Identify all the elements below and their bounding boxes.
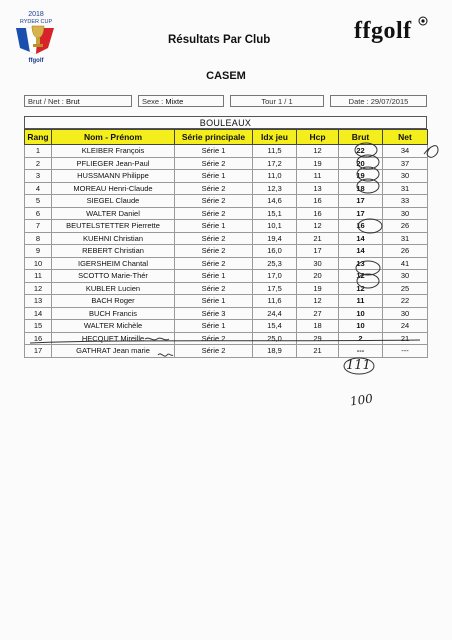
- cell-net: 24: [383, 320, 428, 333]
- cell-hcp: 16: [297, 207, 339, 220]
- cell-rang: 2: [25, 157, 52, 170]
- sexe-filter: [138, 95, 224, 107]
- cell-rang: 8: [25, 232, 52, 245]
- cell-brut: 11: [339, 295, 383, 308]
- cell-idx: 12,3: [253, 182, 297, 195]
- cell-nom: SIEGEL Claude: [52, 195, 175, 208]
- brut-net-filter: [24, 95, 132, 107]
- cell-hcp: 16: [297, 195, 339, 208]
- cell-rang: 14: [25, 307, 52, 320]
- table-row: [25, 182, 428, 195]
- cell-idx: 24,4: [253, 307, 297, 320]
- tour-field: Tour 1 / 1: [230, 95, 324, 107]
- cell-net: 41: [383, 257, 428, 270]
- table-row: [25, 195, 428, 208]
- cell-serie: Série 2: [175, 245, 253, 258]
- cell-serie: Série 1: [175, 220, 253, 233]
- table-body: [25, 145, 428, 358]
- table-row: [25, 157, 428, 170]
- col-header-brut: Brut: [339, 130, 383, 145]
- table-row: [25, 145, 428, 158]
- cell-serie: Série 2: [175, 232, 253, 245]
- handwritten-total: 111: [346, 358, 371, 373]
- cell-brut: 17: [339, 195, 383, 208]
- cell-rang: 13: [25, 295, 52, 308]
- handwritten-score: 100: [349, 391, 374, 409]
- cell-net: ---: [383, 345, 428, 358]
- table-row: [25, 170, 428, 183]
- cell-serie: Série 1: [175, 270, 253, 283]
- cell-nom: MOREAU Henri-Claude: [52, 182, 175, 195]
- cell-brut: 17: [339, 207, 383, 220]
- cell-hcp: 12: [297, 220, 339, 233]
- table-row: [25, 245, 428, 258]
- cell-nom: KUEHNI Christian: [52, 232, 175, 245]
- cell-net: 31: [383, 182, 428, 195]
- col-header-idx: Idx jeu: [253, 130, 297, 145]
- cell-serie: Série 1: [175, 320, 253, 333]
- cell-rang: 7: [25, 220, 52, 233]
- cell-idx: 25,0: [253, 332, 297, 345]
- cell-nom: KLEIBER François: [52, 145, 175, 158]
- cell-hcp: 13: [297, 182, 339, 195]
- cell-rang: 5: [25, 195, 52, 208]
- table-row: [25, 282, 428, 295]
- cell-serie: Série 2: [175, 257, 253, 270]
- cell-hcp: 18: [297, 320, 339, 333]
- cell-rang: 4: [25, 182, 52, 195]
- cell-idx: 17,2: [253, 157, 297, 170]
- cell-serie: Série 1: [175, 295, 253, 308]
- cell-idx: 10,1: [253, 220, 297, 233]
- cell-brut: 19: [339, 170, 383, 183]
- cell-brut: 14: [339, 232, 383, 245]
- cell-hcp: 11: [297, 170, 339, 183]
- table-row: [25, 332, 428, 345]
- cell-hcp: 29: [297, 332, 339, 345]
- cell-nom: PFLIEGER Jean-Paul: [52, 157, 175, 170]
- cell-hcp: 12: [297, 145, 339, 158]
- cell-serie: Série 2: [175, 195, 253, 208]
- cell-hcp: 17: [297, 245, 339, 258]
- cell-hcp: 20: [297, 270, 339, 283]
- cell-idx: 17,5: [253, 282, 297, 295]
- sexe-label: Sexe :: [142, 97, 164, 106]
- cell-rang: 16: [25, 332, 52, 345]
- cell-idx: 11,0: [253, 170, 297, 183]
- cell-net: 21: [383, 332, 428, 345]
- ryder-cup-logo: [8, 8, 64, 64]
- cell-idx: 25,3: [253, 257, 297, 270]
- cell-nom: KUBLER Lucien: [52, 282, 175, 295]
- cell-idx: 16,0: [253, 245, 297, 258]
- ffgolf-logo: ffgolf: [354, 18, 412, 44]
- cell-idx: 11,5: [253, 145, 297, 158]
- cell-net: 31: [383, 232, 428, 245]
- cell-idx: 15,1: [253, 207, 297, 220]
- sexe-value: Mixte: [165, 97, 184, 106]
- cell-rang: 6: [25, 207, 52, 220]
- brut-net-value: Brut: [65, 97, 80, 106]
- cell-idx: 18,9: [253, 345, 297, 358]
- cell-brut: 10: [339, 320, 383, 333]
- table-row: [25, 257, 428, 270]
- cell-hcp: 19: [297, 157, 339, 170]
- registered-mark-icon: [418, 16, 428, 26]
- cell-idx: 15,4: [253, 320, 297, 333]
- cell-net: 34: [383, 145, 428, 158]
- cell-brut: 12: [339, 270, 383, 283]
- cell-serie: Série 2: [175, 345, 253, 358]
- cell-serie: Série 3: [175, 307, 253, 320]
- cell-nom: REBERT Christian: [52, 245, 175, 258]
- cell-brut: 18: [339, 182, 383, 195]
- cell-net: 30: [383, 270, 428, 283]
- cell-nom: GATHRAT Jean marie: [52, 345, 175, 358]
- cell-nom: WALTER Daniel: [52, 207, 175, 220]
- brut-net-label: Brut / Net :: [28, 97, 64, 106]
- table-row: [25, 232, 428, 245]
- cell-net: 26: [383, 245, 428, 258]
- cell-serie: Série 1: [175, 145, 253, 158]
- logo-event: RYDER CUP: [19, 19, 53, 25]
- table-row: [25, 270, 428, 283]
- results-table: [24, 129, 428, 358]
- table-row: [25, 220, 428, 233]
- logo-year: 2018: [28, 11, 44, 18]
- cell-net: 30: [383, 207, 428, 220]
- cell-hcp: 12: [297, 295, 339, 308]
- cell-rang: 1: [25, 145, 52, 158]
- col-header-serie: Série principale: [175, 130, 253, 145]
- col-header-nom: Nom - Prénom: [52, 130, 175, 145]
- cell-net: 37: [383, 157, 428, 170]
- group-header: BOULEAUX: [24, 116, 427, 129]
- cell-idx: 17,0: [253, 270, 297, 283]
- table-row: [25, 207, 428, 220]
- col-header-hcp: Hcp: [297, 130, 339, 145]
- cell-brut: 10: [339, 307, 383, 320]
- cell-net: 33: [383, 195, 428, 208]
- cell-serie: Série 1: [175, 170, 253, 183]
- cell-brut: 20: [339, 157, 383, 170]
- page-title: Résultats Par Club: [168, 34, 271, 46]
- cell-brut: 14: [339, 245, 383, 258]
- cell-nom: IGERSHEIM Chantal: [52, 257, 175, 270]
- cell-nom: BEUTELSTETTER Pierrette: [52, 220, 175, 233]
- cell-rang: 15: [25, 320, 52, 333]
- cell-net: 26: [383, 220, 428, 233]
- cell-hcp: 30: [297, 257, 339, 270]
- cell-net: 22: [383, 295, 428, 308]
- cell-nom: WALTER Michèle: [52, 320, 175, 333]
- cell-net: 30: [383, 307, 428, 320]
- cell-rang: 10: [25, 257, 52, 270]
- cell-brut: 16: [339, 220, 383, 233]
- cell-nom: HUSSMANN Philippe: [52, 170, 175, 183]
- cell-hcp: 21: [297, 345, 339, 358]
- logo-brand: ffgolf: [28, 58, 44, 64]
- cell-serie: Série 2: [175, 282, 253, 295]
- cell-idx: 14,6: [253, 195, 297, 208]
- cell-brut: 13: [339, 257, 383, 270]
- table-row: [25, 345, 428, 358]
- cell-rang: 3: [25, 170, 52, 183]
- cell-net: 25: [383, 282, 428, 295]
- cell-rang: 11: [25, 270, 52, 283]
- cell-hcp: 27: [297, 307, 339, 320]
- table-row: [25, 320, 428, 333]
- cell-serie: Série 2: [175, 207, 253, 220]
- cell-idx: 19,4: [253, 232, 297, 245]
- cell-brut: 2: [339, 332, 383, 345]
- cell-serie: Série 2: [175, 157, 253, 170]
- date-field: Date : 29/07/2015: [330, 95, 427, 107]
- cell-net: 30: [383, 170, 428, 183]
- table-row: [25, 307, 428, 320]
- cell-nom: BUCH Francis: [52, 307, 175, 320]
- cell-hcp: 21: [297, 232, 339, 245]
- cell-brut: 22: [339, 145, 383, 158]
- table-row: [25, 295, 428, 308]
- cell-nom: SCOTTO Marie-Thér: [52, 270, 175, 283]
- cell-brut: ---: [339, 345, 383, 358]
- cell-nom: BACH Roger: [52, 295, 175, 308]
- cell-hcp: 19: [297, 282, 339, 295]
- col-header-net: Net: [383, 130, 428, 145]
- col-header-rang: Rang: [25, 130, 52, 145]
- cell-rang: 17: [25, 345, 52, 358]
- cell-idx: 11,6: [253, 295, 297, 308]
- cell-brut: 12: [339, 282, 383, 295]
- cell-serie: Série 2: [175, 332, 253, 345]
- cell-rang: 9: [25, 245, 52, 258]
- club-name: CASEM: [206, 70, 246, 82]
- table-header-row: [25, 130, 428, 145]
- cell-rang: 12: [25, 282, 52, 295]
- cell-serie: Série 2: [175, 182, 253, 195]
- cell-nom: HECQUET Mireille: [52, 332, 175, 345]
